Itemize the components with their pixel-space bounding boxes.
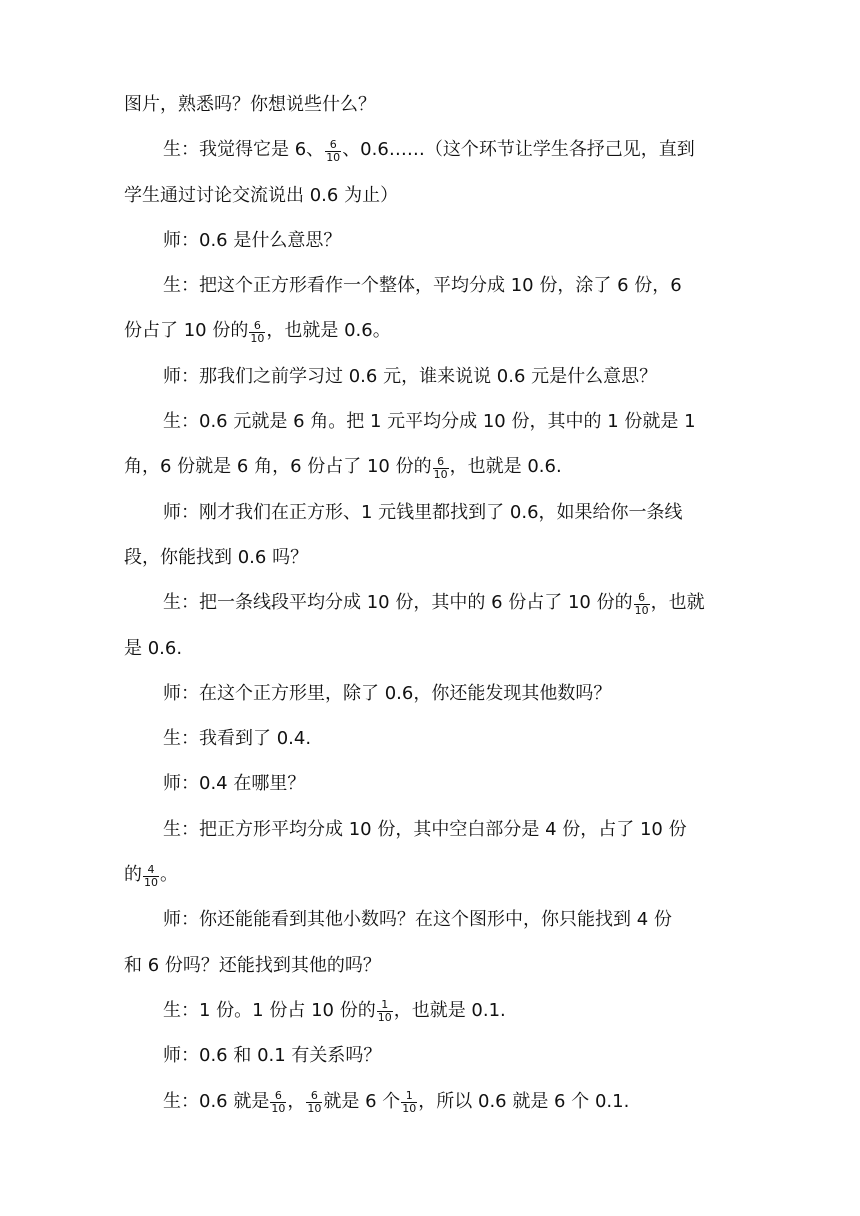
paragraph-line bbox=[124, 82, 738, 127]
fraction bbox=[325, 139, 341, 164]
fraction bbox=[377, 999, 393, 1024]
paragraph-line bbox=[124, 943, 738, 988]
text-run: 份占了 10 份的 bbox=[124, 320, 249, 342]
fraction-denominator: 10 bbox=[271, 1102, 286, 1116]
paragraph-line bbox=[124, 852, 738, 897]
fraction bbox=[270, 1090, 286, 1115]
text-run: 生：我觉得它是 6、 bbox=[163, 139, 325, 161]
text-run: 生：我看到了 0.4. bbox=[163, 728, 312, 750]
fraction-denominator: 10 bbox=[377, 1011, 392, 1025]
text-run: 生：把一条线段平均分成 10 份，其中的 6 份占了 10 份的 bbox=[163, 592, 633, 614]
text-run: 生：0.6 就是 bbox=[163, 1090, 270, 1112]
paragraph-line bbox=[124, 535, 738, 580]
text-run: 生：把正方形平均分成 10 份，其中空白部分是 4 份，占了 10 份 bbox=[163, 818, 687, 840]
paragraph-line bbox=[124, 1079, 738, 1124]
text-run: 就是 6 个 bbox=[323, 1090, 401, 1112]
paragraph-line bbox=[124, 1033, 738, 1078]
text-run: ，所以 0.6 就是 6 个 0.1. bbox=[418, 1090, 630, 1112]
text-run: 。 bbox=[160, 864, 178, 886]
fraction bbox=[249, 320, 265, 345]
fraction bbox=[433, 456, 449, 481]
paragraph-line bbox=[124, 716, 738, 761]
paragraph-line bbox=[124, 263, 738, 308]
fraction-numerator: 6 bbox=[437, 454, 445, 468]
fraction bbox=[634, 592, 650, 617]
text-run: ，也就是 0.1. bbox=[393, 999, 506, 1021]
paragraph-line bbox=[124, 626, 738, 671]
text-run: 是 0.6. bbox=[124, 637, 183, 659]
fraction-numerator: 1 bbox=[405, 1089, 413, 1103]
paragraph-line bbox=[124, 490, 738, 535]
paragraph-line bbox=[124, 218, 738, 263]
fraction-denominator: 10 bbox=[144, 875, 158, 889]
text-run: ，也就 bbox=[650, 592, 705, 614]
fraction-denominator: 10 bbox=[402, 1102, 417, 1116]
paragraph-line bbox=[124, 127, 738, 172]
text-run: 师：你还能能看到其他小数吗？在这个图形中，你只能找到 4 份 bbox=[163, 909, 672, 931]
paragraph-line bbox=[124, 671, 738, 716]
text-run: 师：0.6 是什么意思？ bbox=[163, 229, 342, 251]
text-run: 和 6 份吗？还能找到其他的吗？ bbox=[124, 954, 381, 976]
paragraph-line bbox=[124, 897, 738, 942]
fraction-numerator: 6 bbox=[638, 590, 646, 604]
text-run: 角，6 份就是 6 角，6 份占了 10 份的 bbox=[124, 456, 432, 478]
text-run: 段，你能找到 0.6 吗？ bbox=[124, 546, 309, 568]
fraction-denominator: 10 bbox=[307, 1102, 322, 1116]
paragraph-line bbox=[124, 354, 738, 399]
paragraph-line bbox=[124, 761, 738, 806]
text-run: 生：1 份。1 份占 10 份的 bbox=[163, 999, 376, 1021]
text-run: ，也就是 0.6。 bbox=[266, 320, 391, 342]
text-run: 、0.6……（这个环节让学生各抒己见，直到 bbox=[342, 139, 695, 161]
document-page bbox=[124, 82, 738, 1124]
text-run: 学生通过讨论交流说出 0.6 为止） bbox=[124, 184, 399, 206]
fraction-denominator: 10 bbox=[250, 331, 265, 345]
text-run: 图片，熟悉吗？你想说些什么？ bbox=[124, 94, 376, 115]
fraction-numerator: 6 bbox=[274, 1089, 282, 1103]
fraction bbox=[401, 1090, 417, 1115]
paragraph-line bbox=[124, 988, 738, 1033]
fraction-numerator: 6 bbox=[329, 137, 337, 151]
paragraph-line bbox=[124, 580, 738, 625]
paragraph-line bbox=[124, 399, 738, 444]
fraction-denominator: 10 bbox=[326, 150, 341, 164]
fraction-numerator: 6 bbox=[310, 1089, 318, 1103]
fraction-denominator: 10 bbox=[634, 603, 649, 617]
text-run: 师：那我们之前学习过 0.6 元，谁来说说 0.6 元是什么意思？ bbox=[163, 365, 658, 387]
paragraph-line bbox=[124, 444, 738, 489]
text-run: 师：刚才我们在正方形、1 元钱里都找到了 0.6，如果给你一条线 bbox=[163, 501, 683, 523]
text-run: ，也就是 0.6. bbox=[449, 456, 562, 478]
fraction-numerator: 4 bbox=[147, 862, 155, 876]
fraction-numerator: 1 bbox=[381, 998, 389, 1012]
text-run: 生：0.6 元就是 6 角。把 1 元平均分成 10 份，其中的 1 份就是 1 bbox=[163, 411, 696, 433]
text-run: ， bbox=[287, 1090, 306, 1112]
text-run: 师：在这个正方形里，除了 0.6，你还能发现其他数吗？ bbox=[163, 682, 612, 704]
fraction bbox=[306, 1090, 322, 1115]
text-run: 师：0.6 和 0.1 有关系吗？ bbox=[163, 1045, 382, 1067]
text-run: 师：0.4 在哪里？ bbox=[163, 773, 306, 795]
fraction-numerator: 6 bbox=[253, 318, 261, 332]
paragraph-line bbox=[124, 173, 738, 218]
text-run: 生：把这个正方形看作一个整体，平均分成 10 份，涂了 6 份，6 bbox=[163, 275, 682, 297]
paragraph-line bbox=[124, 308, 738, 353]
text-run: 的 bbox=[124, 864, 142, 886]
fraction-denominator: 10 bbox=[433, 467, 448, 481]
fraction bbox=[143, 864, 159, 889]
paragraph-line bbox=[124, 807, 738, 852]
